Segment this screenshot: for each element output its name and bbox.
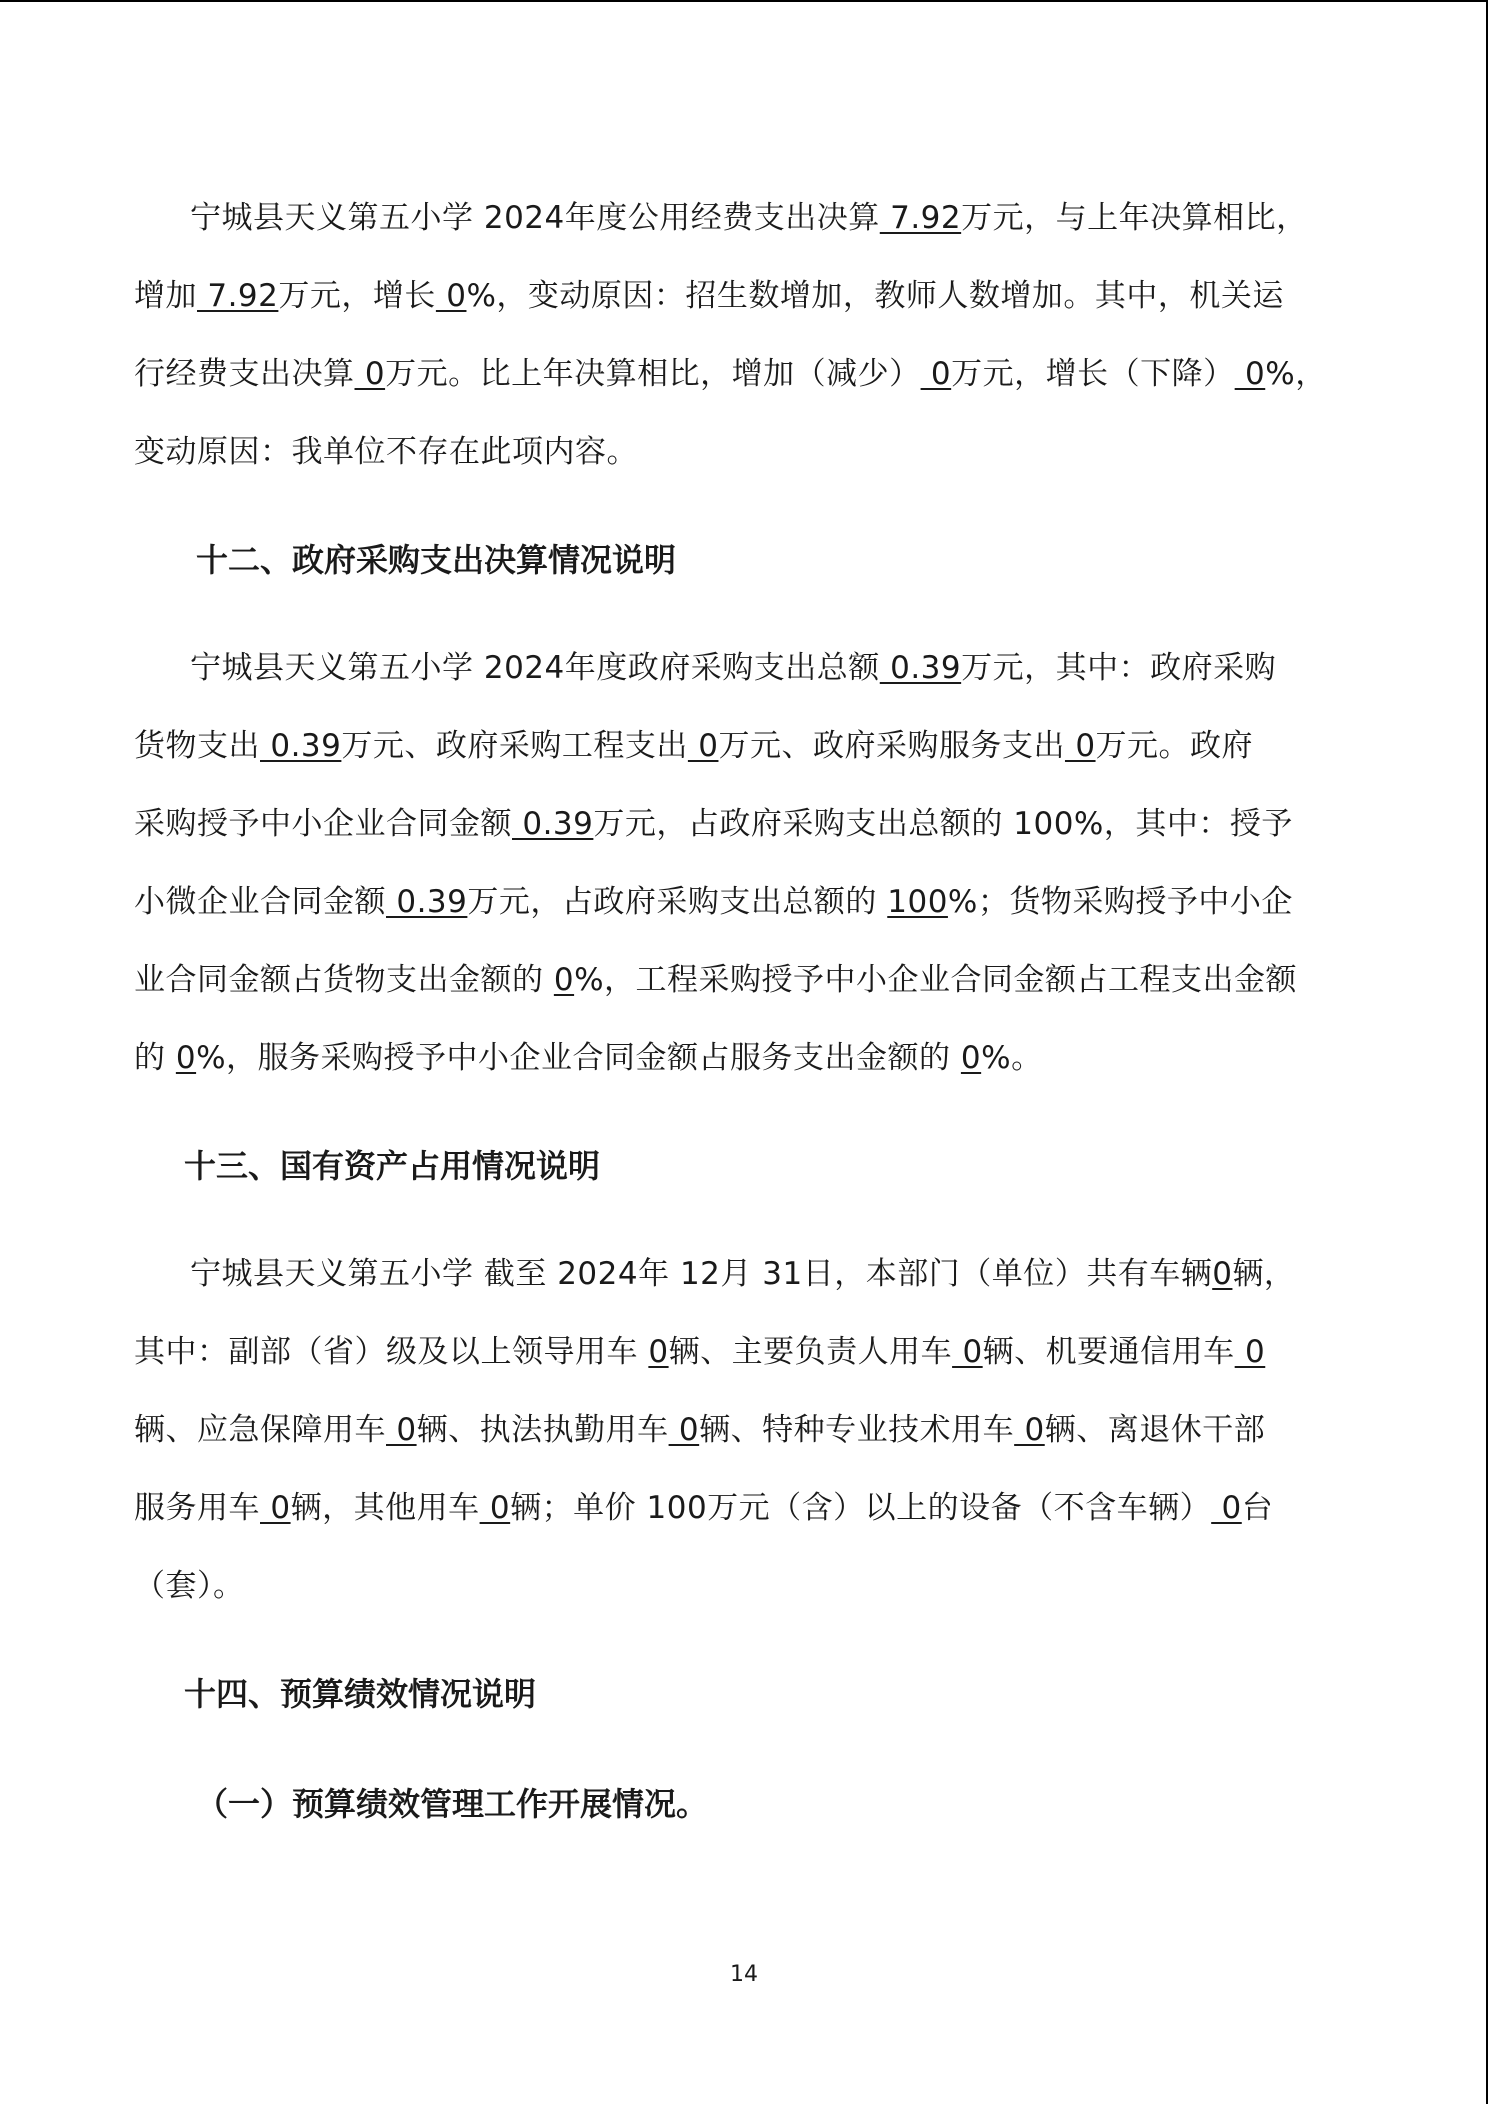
underlined-value: 0 <box>386 1412 417 1448</box>
underlined-value: 0 <box>1014 1412 1045 1448</box>
text-span: 业合同金额占货物支出金额的 <box>134 962 554 998</box>
text-span: 万元，其中：政府采购 <box>961 650 1277 686</box>
text-span: %，服务采购授予中小企业合同金额占服务支出金额的 <box>196 1040 961 1076</box>
underlined-value: 0 <box>1064 728 1096 764</box>
text-span: 辆、离退休干部 <box>1044 1412 1266 1448</box>
text-span: 万元，增长 <box>278 278 436 314</box>
text-span: 行经费支出决算 <box>134 356 355 392</box>
text-span: 小微企业合同金额 <box>134 884 386 920</box>
underlined-value: 0 <box>920 356 952 392</box>
text-span: 的 <box>134 1040 176 1076</box>
underlined-value: 0 <box>1211 1490 1242 1526</box>
underlined-value: 100 <box>887 884 948 920</box>
text-span: 辆、应急保障用车 <box>134 1412 386 1448</box>
text-span: 辆、执法执勤用车 <box>416 1412 669 1448</box>
text-span: 辆、机要通信用车 <box>982 1334 1235 1370</box>
paragraph-line <box>134 1038 1354 1078</box>
paragraph-line <box>134 276 1354 316</box>
text-span: 万元，占政府采购支出总额的 <box>467 884 888 920</box>
underlined-value: 0.39 <box>386 884 468 920</box>
text-span: 宁城县天义第五小学 2024年度公用经费支出决算 <box>190 200 880 236</box>
paragraph-line <box>134 1332 1354 1372</box>
underlined-value: 0 <box>479 1490 511 1526</box>
paragraph-line <box>190 1254 1410 1294</box>
text-span: 辆、特种专业技术用车 <box>699 1412 1015 1448</box>
text-span: 万元。比上年决算相比，增加（减少） <box>385 356 921 392</box>
underlined-value: 0 <box>1234 356 1266 392</box>
underlined-value: 0.39 <box>879 650 962 686</box>
text-span: 万元、政府采购工程支出 <box>341 728 688 764</box>
paragraph-line <box>134 960 1354 1000</box>
text-span: 万元，与上年决算相比， <box>961 200 1308 236</box>
underlined-value: 0 <box>553 962 575 998</box>
underlined-value: 0 <box>1212 1256 1233 1292</box>
text-span: %。 <box>981 1040 1043 1076</box>
paragraph-line: （套）。 <box>134 1568 245 1604</box>
text-span: 辆；单价 100万元（含）以上的设备（不含车辆） <box>510 1490 1212 1526</box>
text-span: %， <box>1265 356 1327 392</box>
underlined-value: 7.92 <box>879 200 962 236</box>
section-heading: 十四、预算绩效情况说明 <box>184 1675 537 1713</box>
section-heading: 十三、国有资产占用情况说明 <box>184 1147 601 1185</box>
text-span: 万元、政府采购服务支出 <box>718 728 1065 764</box>
underlined-value: 7.92 <box>197 278 279 314</box>
paragraph-line <box>134 882 1354 922</box>
underlined-value: 0 <box>260 1490 291 1526</box>
text-span: 辆，其他用车 <box>290 1490 480 1526</box>
text-span: 增加 <box>134 278 197 314</box>
text-span: %；货物采购授予中小企 <box>947 884 1293 920</box>
paragraph-line <box>134 1488 1354 1528</box>
text-span: 台 <box>1241 1490 1274 1526</box>
underlined-value: 0 <box>354 356 386 392</box>
paragraph-line <box>190 648 1410 688</box>
underlined-value: 0 <box>175 1040 197 1076</box>
underlined-value: 0.39 <box>260 728 342 764</box>
text-span: 万元。政府 <box>1095 728 1254 764</box>
text-span: 万元，占政府采购支出总额的 100%，其中：授予 <box>593 806 1293 842</box>
text-span: 宁城县天义第五小学 2024年度政府采购支出总额 <box>190 650 880 686</box>
paragraph-line <box>190 198 1410 238</box>
underlined-value: 0 <box>435 278 467 314</box>
paragraph-line <box>134 1410 1354 1450</box>
text-span: 万元，增长（下降） <box>951 356 1235 392</box>
underlined-value: 0 <box>952 1334 983 1370</box>
underlined-value: 0 <box>687 728 719 764</box>
underlined-value: 0 <box>648 1334 669 1370</box>
underlined-value: 0 <box>668 1412 700 1448</box>
section-heading: 十二、政府采购支出决算情况说明 <box>196 541 677 579</box>
text-span: %，变动原因：招生数增加，教师人数增加。其中，机关运 <box>466 278 1284 314</box>
text-span: 辆， <box>1232 1256 1296 1292</box>
underlined-value: 0.39 <box>512 806 594 842</box>
page-number: 14 <box>730 1962 758 1987</box>
paragraph-line: 变动原因：我单位不存在此项内容。 <box>134 434 638 470</box>
text-span: 辆、主要负责人用车 <box>668 1334 953 1370</box>
page-border-top <box>0 0 1488 2</box>
text-span: %，工程采购授予中小企业合同金额占工程支出金额 <box>574 962 1298 998</box>
text-span: 货物支出 <box>134 728 260 764</box>
paragraph-line <box>134 804 1354 844</box>
paragraph-line <box>134 354 1354 394</box>
paragraph-line <box>134 726 1354 766</box>
subsection-heading: （一）预算绩效管理工作开展情况。 <box>196 1785 709 1823</box>
text-span: 宁城县天义第五小学 截至 2024年 12月 31日，本部门（单位）共有车辆 <box>190 1256 1213 1292</box>
text-span: 采购授予中小企业合同金额 <box>134 806 512 842</box>
text-span: 其中：副部（省）级及以上领导用车 <box>134 1334 649 1370</box>
underlined-value: 0 <box>960 1040 982 1076</box>
underlined-value: 0 <box>1234 1334 1266 1370</box>
text-span: 服务用车 <box>134 1490 260 1526</box>
